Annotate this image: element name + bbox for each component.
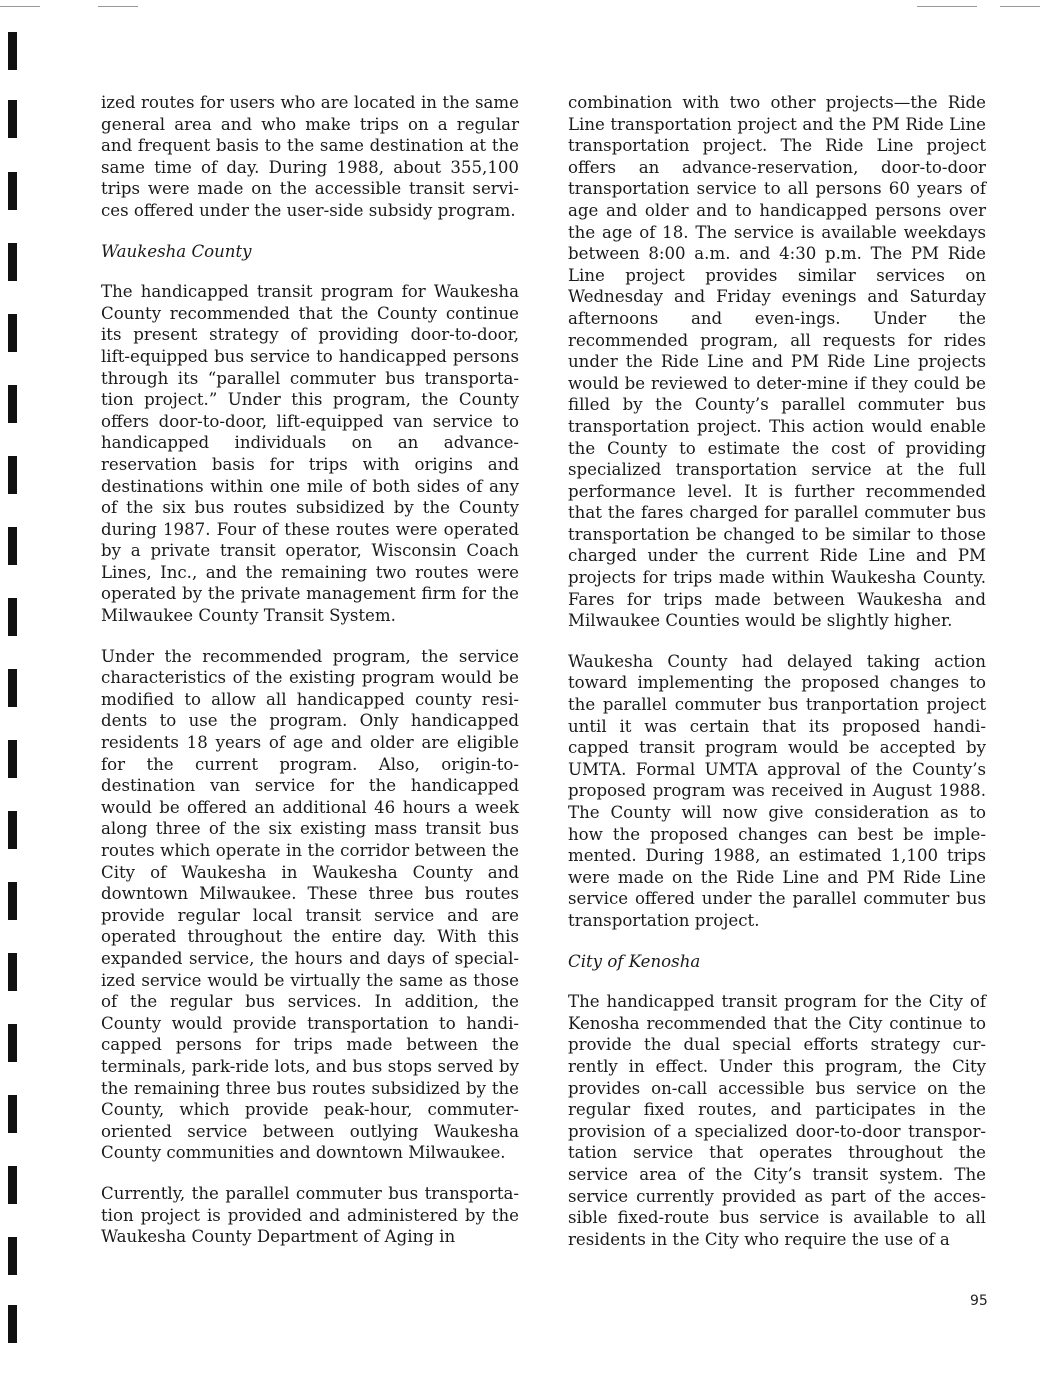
binding-mark (8, 172, 17, 210)
binding-mark (8, 1305, 17, 1343)
binding-mark (8, 740, 17, 778)
right-column (568, 92, 986, 1269)
paragraph: The handicapped transit program for the City of Kenosha recommended that the City continue to provide the dual special efforts strategy cur-rently in effect. Under this program, the City provides on-call accessible bus service on the regular fixed routes, and participates in the provision of a specialized door-to-door transpor-tation service that operates throughout the service area of the City’s transit system. The service currently provided as part of the acces-sible fixed-route bus service is available to all residents in the City who require the use of a (568, 992, 986, 1249)
binding-mark (8, 882, 17, 920)
scan-line (98, 6, 138, 7)
scan-line (1000, 6, 1040, 7)
paragraph: Currently, the parallel commuter bus transporta-tion project is provided and administered by the Waukesha County Department of Aging in (101, 1183, 519, 1247)
page-number: 95 (970, 1293, 988, 1309)
paragraph: Waukesha County had delayed taking action toward implementing the proposed changes to the parallel commuter bus tranportation project until it was certain that its proposed handi-capped transit program would be accepted by UMTA. Formal UMTA approval of the County’s proposed program was received in August 1988. The County will now give consideration as to how the proposed changes can best be imple-mented. During 1988, an estimated 1,100 trips were made on the Ride Line and PM Ride Line service offered under the parallel commuter bus transportation project. (568, 651, 986, 930)
binding-mark (8, 385, 17, 423)
scan-line (917, 6, 977, 7)
binding-mark (8, 32, 17, 70)
binding-mark (8, 1024, 17, 1062)
binding-mark (8, 669, 17, 707)
binding-mark (8, 456, 17, 494)
binding-mark (8, 1095, 17, 1133)
left-column (101, 92, 519, 1267)
binding-mark (8, 598, 17, 636)
scan-line (0, 6, 40, 7)
binding-mark (8, 1237, 17, 1275)
binding-mark (8, 953, 17, 991)
paragraph: ized routes for users who are located in the same general area and who make trips on a regular and frequent basis to the same destination at the same time of day. During 1988, about 355,100 trips were made on the accessible transit servi-ces offered under the user-side subsidy program. (101, 93, 519, 220)
binding-mark (8, 100, 17, 138)
binding-mark (8, 527, 17, 565)
binding-mark (8, 1166, 17, 1204)
binding-mark (8, 811, 17, 849)
section-heading-waukesha: Waukesha County (101, 241, 252, 261)
section-heading-kenosha: City of Kenosha (568, 951, 701, 971)
paragraph: The handicapped transit program for Waukesha County recommended that the County continue its present strategy of providing door-to-door, lift-equipped bus service to handicapped persons through its “parallel commuter bus transporta-tion project.” Under this program, the County offers door-to-door, lift-equipped van service to handicapped individuals on an advance-reservation basis for trips with origins and destinations within one mile of both sides of any of the six bus routes subsidized by the County during 1987. Four of these routes were operated by a private transit operator, Wisconsin Coach Lines, Inc., and the remaining two routes were operated by the private management firm for the Milwaukee County Transit System. (101, 282, 519, 626)
binding-mark (8, 243, 17, 281)
paragraph: Under the recommended program, the service characteristics of the existing program would be modified to allow all handicapped county resi-dents to use the program. Only handicapped residents 18 years of age and older are eligible for the current program. Also, origin-to-destination van service for the handicapped would be offered an additional 46 hours a week along three of the six existing mass transit bus routes which operate in the corridor between the City of Waukesha in Waukesha County and downtown Milwaukee. These three bus routes provide regular local transit service and are operated throughout the entire day. With this expanded service, the hours and days of special-ized service would be virtually the same as those of the regular bus services. In addition, the County would provide transportation to handi-capped persons for trips made between the terminals, park-ride lots, and bus stops served by the remaining three bus routes subsidized by the County, which provide peak-hour, commuter-oriented service between outlying Waukesha County communities and downtown Milwaukee. (101, 646, 519, 1163)
paragraph: combination with two other projects—the Ride Line transportation project and the PM Ride Line transportation project. The Ride Line project offers an advance-reservation, door-to-door transportation service to all persons 60 years of age and older and to handicapped persons over the age of 18. The service is available weekdays between 8:00 a.m. and 4:30 p.m. The PM Ride Line project provides similar services on Wednesday and Friday evenings and Saturday afternoons and even-ings. Under the recommended program, all requests for rides under the Ride Line and PM Ride Line projects would be reviewed to deter-mine if they could be filled by the County’s parallel commuter bus transportation project. This action would enable the County to estimate the cost of providing specialized transportation service at the full performance level. It is further recommended that the fares charged for parallel commuter bus transportation be changed to be similar to those charged under the current Ride Line and PM projects for trips made within Waukesha County. Fares for trips made between Waukesha and Milwaukee Counties would be slightly higher. (568, 93, 986, 631)
binding-mark (8, 314, 17, 352)
